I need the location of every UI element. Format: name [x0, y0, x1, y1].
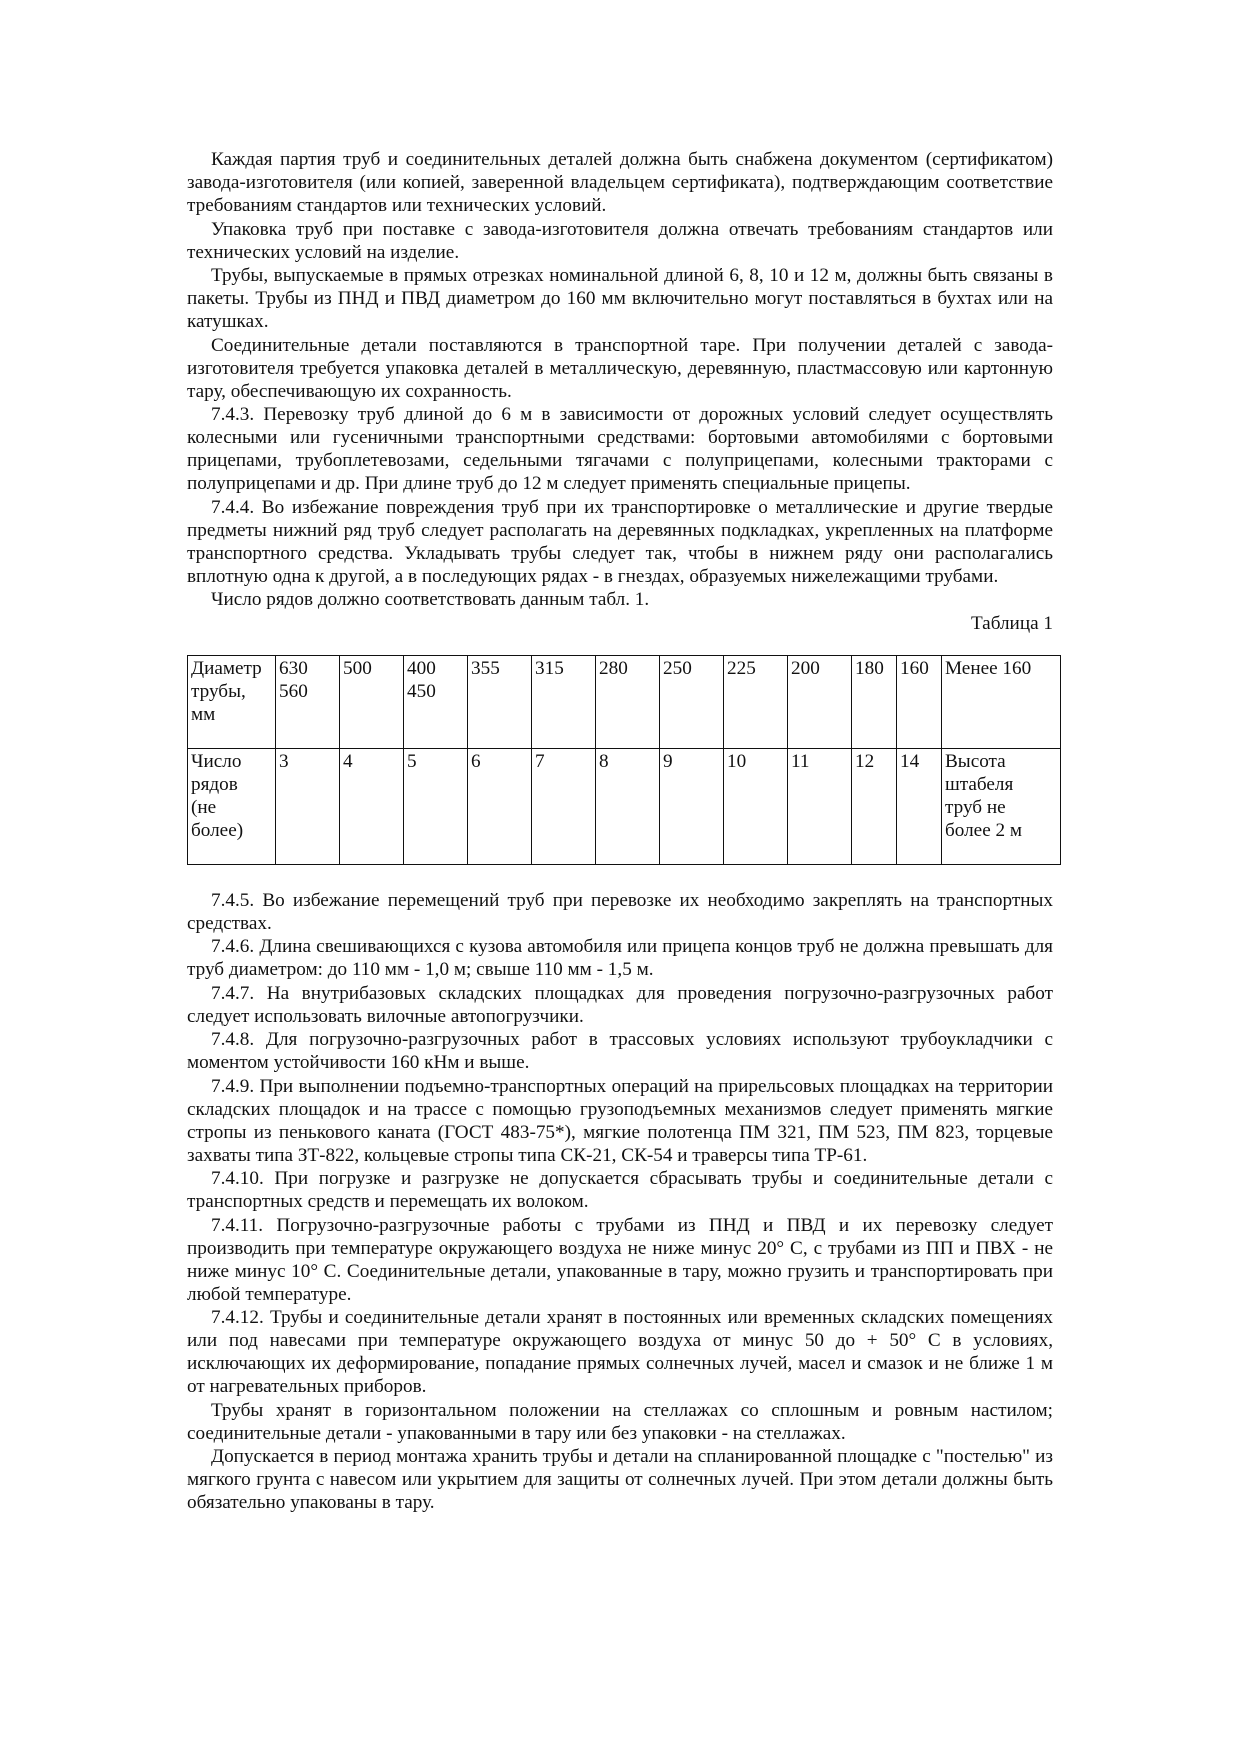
cell-text: 8 [599, 750, 609, 772]
cell-text: трубы, [191, 680, 246, 702]
cell-text: 180 [855, 657, 884, 679]
table-cell [532, 655, 596, 748]
paragraph: 7.4.7. На внутрибазовых складских площадках для проведения погрузочно-разгрузочных работ следует использовать вилочные автопогрузчики. [187, 982, 1053, 1027]
cell-text: 14 [900, 750, 920, 772]
table-cell [276, 748, 340, 864]
cell-text: 9 [663, 750, 673, 772]
paragraph: 7.4.6. Длина свешивающихся с кузова автомобиля или прицепа концов труб не должна превышать для труб диаметром: до 110 мм - 1,0 м; свыше 110 мм - 1,5 м. [187, 936, 1053, 980]
cell-text: 7 [535, 750, 545, 772]
table-cell [788, 748, 852, 864]
cell-text: 225 [727, 657, 756, 679]
table-cell [468, 655, 532, 748]
cell-text: мм [191, 703, 216, 725]
table-cell [188, 748, 276, 864]
paragraph: Упаковка труб при поставке с завода-изготовителя должна отвечать требованиям стандартов или технических условий на изделие. [187, 218, 1053, 263]
cell-text: труб не [945, 796, 1006, 818]
cell-text: 315 [535, 657, 564, 679]
cell-text: 280 [599, 657, 628, 679]
table-cell [942, 748, 1061, 864]
table-caption: Таблица 1 [970, 612, 1053, 634]
paragraph: Трубы хранят в горизонтальном положении на стеллажах со сплошным и ровным настилом; соединительные детали - упакованными в тару или без упаковки - на стеллажах. [187, 1399, 1053, 1444]
cell-text: 160 [900, 657, 929, 679]
table-cell [404, 655, 468, 748]
table-cell [660, 655, 724, 748]
bottom-paragraphs [187, 889, 1053, 1515]
table-cell [188, 655, 276, 748]
cell-text: Число [191, 750, 242, 772]
table-cell [340, 655, 404, 748]
document-page [187, 148, 1053, 1515]
cell-text: 200 [791, 657, 820, 679]
table-row-count [188, 748, 1061, 864]
table-cell [596, 748, 660, 864]
table-cell [942, 655, 1061, 748]
top-paragraphs [187, 148, 1053, 611]
paragraph: 7.4.8. Для погрузочно-разгрузочных работ в трассовых условиях используют трубоукладчики с моментом устойчивости 160 кНм и выше. [187, 1029, 1053, 1073]
cell-text: 250 [663, 657, 692, 679]
cell-text: 355 [471, 657, 500, 679]
cell-text: 5 [407, 750, 417, 772]
cell-text: 450 [407, 680, 436, 702]
paragraph: 7.4.12. Трубы и соединительные детали хранят в постоянных или временных складских помещениях или под навесами при температуре окружающего воздуха от минус 50 до + 50° С в условиях, исключающих их деформирование, попадание прямых солнечных лучей, масел и смазок и не ближе 1 м от нагревательных приборов. [187, 1307, 1053, 1397]
table-cell [276, 655, 340, 748]
table-cell [897, 748, 942, 864]
paragraph: 7.4.3. Перевозку труб длиной до 6 м в зависимости от дорожных условий следует осуществлять колесными или гусеничными транспортными средствами: бортовыми автомобилями с бортовыми прицепами, трубоплетевозами, седельными тягачами с полуприцепами, колесными тракторами с полуприцепами и др. При длине труб до 12 м следует применять специальные прицепы. [187, 404, 1053, 494]
table-cell [852, 655, 897, 748]
pipe-rows-table [187, 655, 1061, 865]
paragraph: Число рядов должно соответствовать данным табл. 1. [211, 589, 650, 610]
table-cell [897, 655, 942, 748]
table-cell [532, 748, 596, 864]
table-cell [340, 748, 404, 864]
cell-text: 560 [279, 680, 308, 702]
paragraph: Трубы, выпускаемые в прямых отрезках номинальной длиной 6, 8, 10 и 12 м, должны быть связаны в пакеты. Трубы из ПНД и ПВД диаметром до 160 мм включительно могут поставляться в бухтах или на катушках. [187, 265, 1053, 332]
cell-text: 11 [791, 750, 810, 772]
table-cell [788, 655, 852, 748]
table-cell [724, 655, 788, 748]
table-cell [596, 655, 660, 748]
table-cell [404, 748, 468, 864]
cell-text: 630 [279, 657, 308, 679]
paragraph: Допускается в период монтажа хранить трубы и детали на спланированной площадке с "постелью" из мягкого грунта с навесом или укрытием для защиты от солнечных лучей. При этом детали должны быть обязательно упакованы в тару. [187, 1446, 1053, 1513]
cell-text: Высота [945, 750, 1006, 772]
paragraph: 7.4.11. Погрузочно-разгрузочные работы с трубами из ПНД и ПВД и их перевозку следует производить при температуре окружающего воздуха не ниже минус 20° С, с трубами из ПП и ПВХ - не ниже минус 10° С. Соединительные детали, упакованные в тару, можно грузить и транспортировать при любой температуре. [187, 1214, 1053, 1305]
cell-text: штабеля [945, 773, 1014, 795]
cell-text: Менее 160 [945, 657, 1032, 679]
table-cell [852, 748, 897, 864]
table-cell [724, 748, 788, 864]
paragraph: 7.4.10. При погрузке и разгрузке не допускается сбрасывать трубы и соединительные детали с транспортных средств и перемещать их волоком. [187, 1168, 1053, 1212]
paragraph: 7.4.4. Во избежание повреждения труб при их транспортировке о металлические и другие твердые предметы нижний ряд труб следует располагать на деревянных подкладках, укрепленных на платформе транспортного средства. Укладывать трубы следует так, чтобы в нижнем ряду они располагались вплотную одна к другой, а в последующих рядах - в гнездах, образуемых нижележащими трубами. [187, 496, 1053, 587]
cell-text: 12 [855, 750, 875, 772]
cell-text: более) [191, 819, 244, 841]
cell-text: рядов [191, 773, 238, 795]
cell-text: более 2 м [945, 819, 1023, 841]
cell-text: Диаметр [191, 657, 262, 679]
paragraph: 7.4.5. Во избежание перемещений труб при перевозке их необходимо закреплять на транспортных средствах. [187, 889, 1053, 934]
paragraph: 7.4.9. При выполнении подъемно-транспортных операций на прирельсовых площадках на территории складских площадок и на трассе с помощью грузоподъемных механизмов следует применять мягкие стропы из пенькового каната (ГОСТ 483-75*), мягкие полотенца ПМ 321, ПМ 523, ПМ 823, торцевые захваты типа ЗТ-822, кольцевые стропы типа СК-21, СК-54 и траверсы типа ТР-61. [187, 1075, 1053, 1166]
cell-text: 400 [407, 657, 436, 679]
table-cell [468, 748, 532, 864]
cell-text: 3 [279, 750, 289, 772]
cell-text: 4 [343, 750, 353, 772]
table-row-diameter [188, 655, 1061, 748]
cell-text: (не [191, 796, 217, 818]
cell-text: 6 [471, 750, 481, 772]
cell-text: 10 [727, 750, 747, 772]
paragraph: Соединительные детали поставляются в транспортной таре. При получении деталей с завода-изготовителя требуется упаковка деталей в металлическую, деревянную, пластмассовую или картонную тару, обеспечивающую их сохранность. [187, 334, 1053, 402]
cell-text: 500 [343, 657, 372, 679]
table-cell [660, 748, 724, 864]
paragraph: Каждая партия труб и соединительных деталей должна быть снабжена документом (сертификатом) завода-изготовителя (или копией, заверенной владельцем сертификата), подтверждающим соответствие требованиям стандартов или технических условий. [187, 149, 1053, 216]
